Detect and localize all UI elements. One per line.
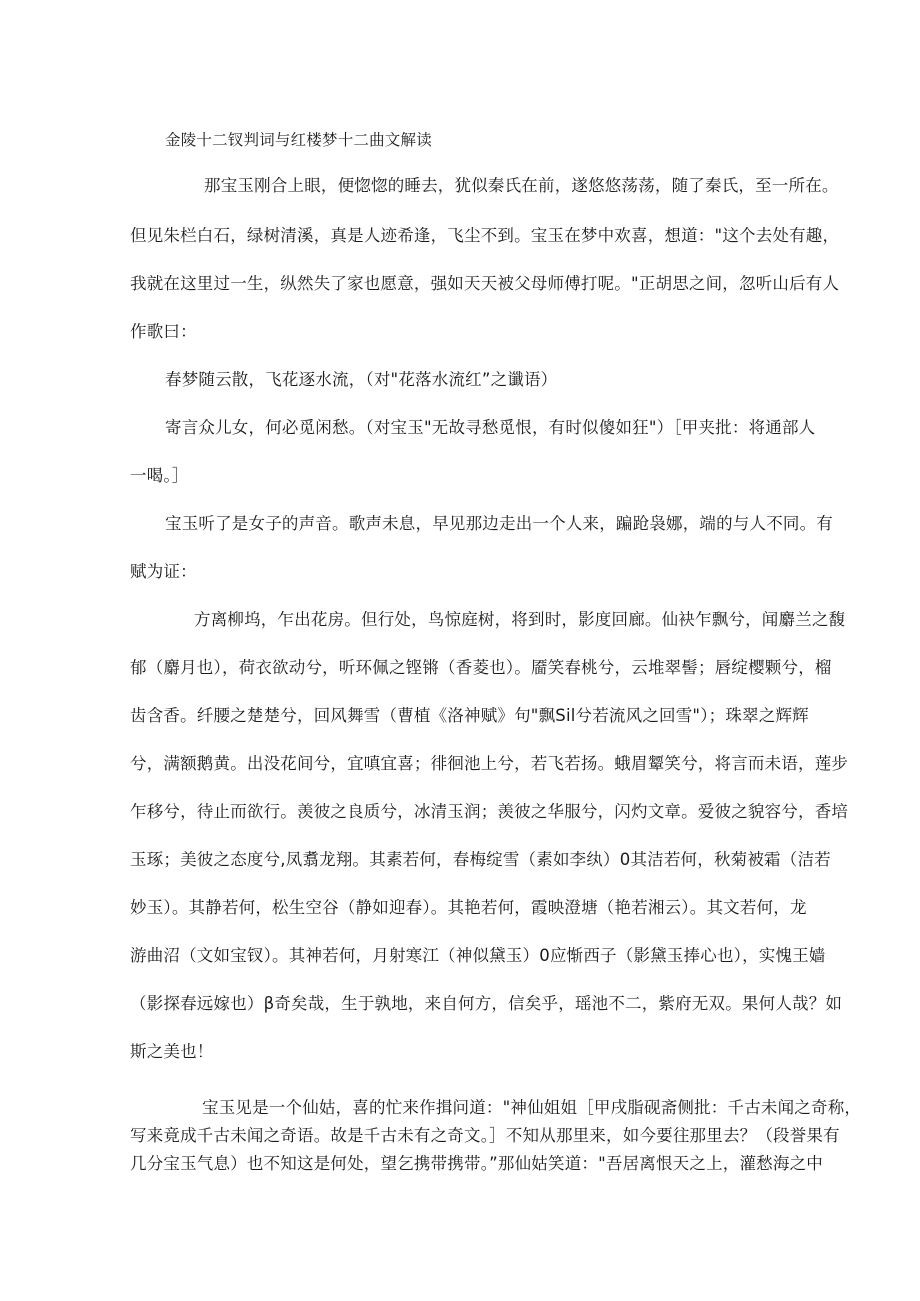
paragraph-line: 乍移兮，待止而欲行。羡彼之良质兮，冰清玉润；羡彼之华服兮，闪灼文章。爱彼之貌容兮，香培 [130, 802, 849, 821]
paragraph-line: 郁（麝月也），荷衣欲动兮，听环佩之铿锵（香菱也）。靥笑春桃兮，云堆翠髻；唇绽樱颗兮，榴 [130, 658, 832, 677]
paragraph-line: 赋为证： [130, 562, 197, 581]
paragraph-line: 游曲沼（文如宝钗）。其神若何，月射寒江（神似黛玉）0应惭西子（影黛玉捧心也），实愧王嫱 [130, 946, 826, 965]
paragraph-line: 几分宝玉气息）也不知这是何处，望乞携带携带。”那仙姑笑道："吾居离恨天之上，灌愁海之中 [130, 1154, 823, 1173]
paragraph-line: 妙玉）。其静若何，松生空谷（静如迎春）。其艳若何，霞映澄塘（艳若湘云）。其文若何，龙 [130, 898, 807, 917]
paragraph-line: 方离柳坞，乍出花房。但行处，鸟惊庭树，将到时，影度回廊。仙袂乍飘兮，闻麝兰之馥 [194, 610, 846, 629]
paragraph-line: 那宝玉刚合上眼，便惚惚的睡去，犹似秦氏在前，遂悠悠荡荡，随了秦氏，至一所在。 [204, 176, 839, 195]
paragraph-line: 但见朱栏白石，绿树清溪，真是人迹希逢，飞尘不到。宝玉在梦中欢喜，想道："这个去处有趣， [130, 226, 840, 245]
verse-line: 寄言众儿女，何必觅闲愁。（对宝玉"无故寻愁觅恨，有时似傻如狂"）［甲夹批：将通部人 [165, 418, 816, 437]
paragraph-line: 写来竟成千古未闻之奇语。故是千古未有之奇文。］不知从那里来，如今要往那里去？（段誉果有 [130, 1126, 840, 1145]
paragraph-line: 我就在这里过一生，纵然失了家也愿意，强如天天被父母师傅打呢。"正胡思之间，忽听山后有人 [130, 274, 840, 293]
paragraph-line: 宝玉听了是女子的声音。歌声未息，早见那边走出一个人来，蹁跄袅娜，端的与人不同。有 [165, 514, 833, 533]
paragraph-line: 宝玉见是一个仙姑，喜的忙来作揖问道："神仙姐姐［甲戌脂砚斋侧批：千古未闻之奇称， [202, 1098, 862, 1117]
paragraph-line: 作歌曰： [130, 322, 197, 341]
paragraph-line: 玉琢；美彼之态度兮,凤翥龙翔。其素若何，春梅绽雪（素如李纨）0其洁若何，秋菊被霜（洁若 [130, 850, 831, 869]
paragraph-line: 斯之美也！ [130, 1042, 214, 1061]
paragraph-line: 兮，满额鹅黄。出没花间兮，宜嗔宜喜；徘徊池上兮，若飞若扬。蛾眉颦笑兮，将言而未语，莲步 [130, 754, 849, 773]
document-title: 金陵十二钗判词与红楼梦十二曲文解读 [165, 131, 432, 149]
paragraph-line: （影探春远嫁也）β奇矣哉，生于孰地，来自何方，信矣乎，瑶池不二，紫府无双。果何人哉？如 [130, 994, 843, 1013]
paragraph-line: 齿含香。纤腰之楚楚兮，回风舞雪（曹植《洛神赋》句"飘Sil兮若流风之回雪"）；珠翠之辉辉 [130, 706, 809, 725]
verse-line: 春梦随云散，飞花逐水流，（对"花落水流红”之谶语） [165, 370, 558, 389]
paragraph-line: 一喝。］ [130, 466, 189, 485]
